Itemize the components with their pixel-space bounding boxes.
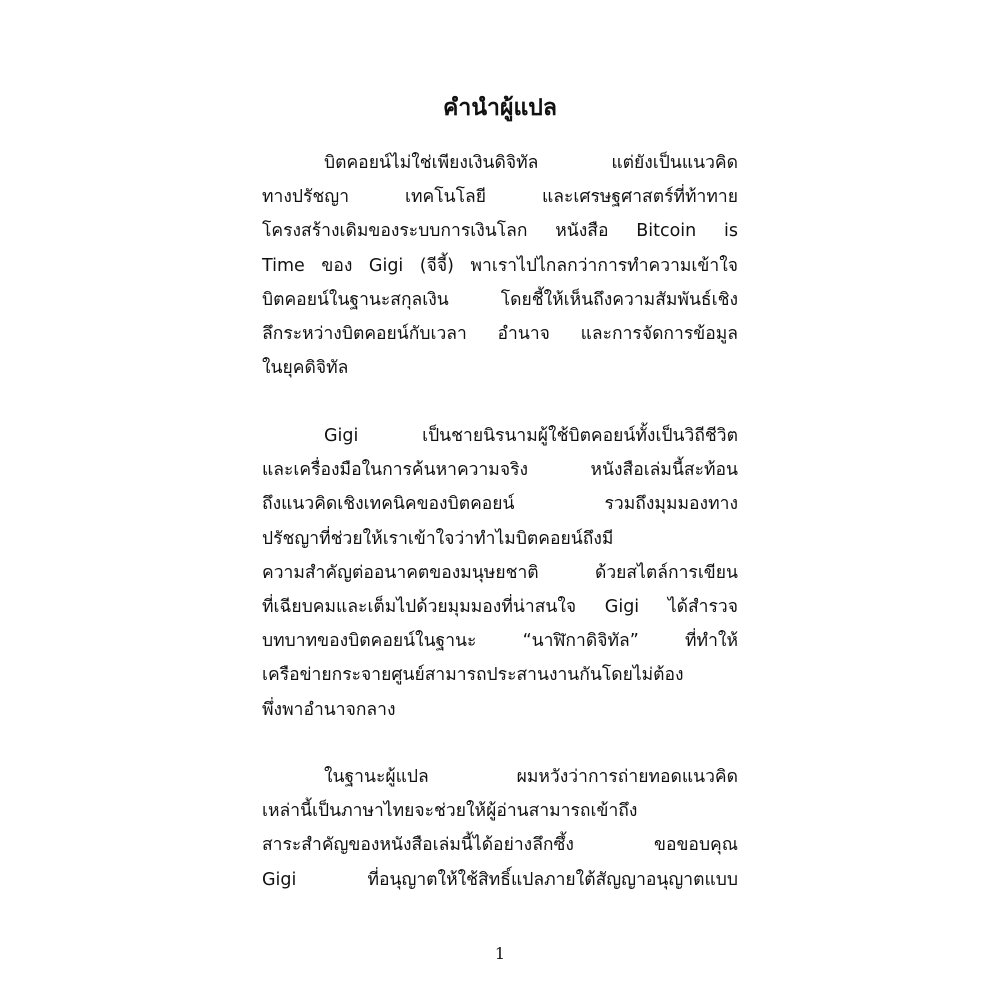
page-number: 1 — [494, 944, 506, 963]
text-line: บิตคอยน์ในฐานะสกุลเงิน โดยชี้ให้เห็นถึงความสัมพันธ์เชิง — [262, 289, 738, 310]
text-line: Gigi ที่อนุญาตให้ใช้สิทธิ์แปลภายใต้สัญญาอนุญาตแบบ — [262, 869, 738, 890]
text-line: เครือข่ายกระจายศูนย์สามารถประสานงานกันโดยไม่ต้อง — [262, 665, 684, 686]
text-line: โครงสร้างเดิมของระบบการเงินโลก หนังสือ Bitcoin is — [262, 221, 738, 242]
text-line: บทบาทของบิตคอยน์ในฐานะ “นาฬิกาดิจิทัล” ที่ทำให้ — [262, 631, 738, 652]
text-line: ความสำคัญต่ออนาคตของมนุษยชาติ ด้วยสไตล์การเขียน — [262, 562, 738, 583]
text-line: ทางปรัชญา เทคโนโลยี และเศรษฐศาสตร์ที่ท้าทาย — [262, 187, 738, 208]
text-line: เหล่านี้เป็นภาษาไทยจะช่วยให้ผู้อ่านสามารถเข้าถึง — [262, 801, 638, 822]
text-line: สาระสำคัญของหนังสือเล่มนี้ได้อย่างลึกซึ้ง ขอขอบคุณ — [262, 835, 738, 856]
paragraph-2 — [262, 419, 738, 727]
text-line: พึ่งพาอำนาจกลาง — [262, 699, 396, 720]
page-title: คำนำผู้แปล — [443, 95, 557, 121]
text-line: และเครื่องมือในการค้นหาความจริง หนังสือเล่มนี้สะท้อน — [262, 460, 738, 481]
text-line: ปรัชญาที่ช่วยให้เราเข้าใจว่าทำไมบิตคอยน์ถึงมี — [262, 528, 614, 549]
text-line: Gigi เป็นชายนิรนามผู้ใช้บิตคอยน์ทั้งเป็นวิถีชีวิต — [324, 426, 738, 446]
text-line: Time ของ Gigi (จีจี้) พาเราไปไกลกว่าการทำความเข้าใจ — [262, 255, 738, 276]
text-line: บิตคอยน์ไม่ใช่เพียงเงินดิจิทัล แต่ยังเป็นแนวคิด — [324, 153, 738, 173]
paragraph-3 — [262, 760, 738, 897]
paragraph-1 — [262, 146, 738, 385]
text-line: ที่เฉียบคมและเต็มไปด้วยมุมมองที่น่าสนใจ Gigi ได้สำรวจ — [262, 596, 738, 617]
text-line: ในยุคดิจิทัล — [262, 358, 349, 379]
text-line: ถึงแนวคิดเชิงเทคนิคของบิตคอยน์ รวมถึงมุมมองทาง — [262, 494, 738, 515]
text-line: ในฐานะผู้แปล ผมหวังว่าการถ่ายทอดแนวคิด — [324, 767, 738, 787]
text-line: ลึกระหว่างบิตคอยน์กับเวลา อำนาจ และการจัดการข้อมูล — [262, 323, 738, 344]
